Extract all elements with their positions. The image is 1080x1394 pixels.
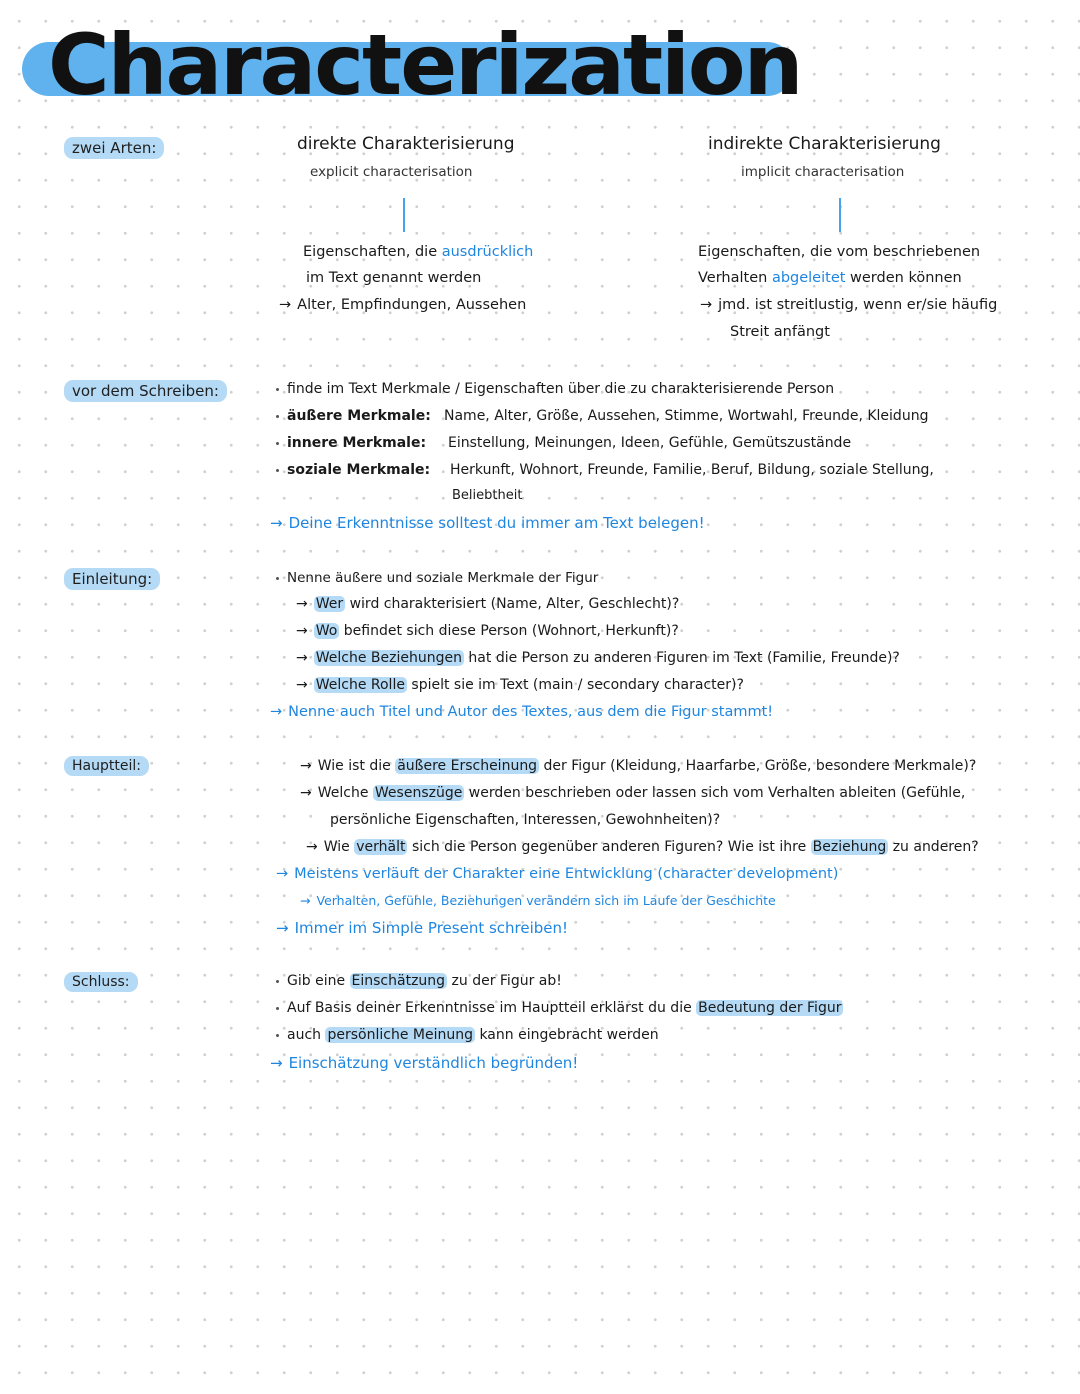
indirekt-sub: implicit characterisation — [741, 164, 905, 180]
schluss-l3 — [276, 1027, 659, 1043]
indirekt-line4: Streit anfängt — [730, 324, 830, 340]
label-schluss: Schluss: — [64, 972, 138, 992]
haupt-q1: → Wie ist die äußere Erscheinung der Figur (Kleidung, Haarfarbe, Größe, besondere Merkmale)? — [300, 758, 977, 774]
vor-intro-text: finde im Text Merkmale / Eigenschaften über die zu charakterisierende Person — [287, 381, 835, 397]
ein-q3-text: hat die Person zu anderen Figuren im Text (Familie, Freunde)? — [468, 650, 900, 666]
haupt-note1-sub: → Verhalten, Gefühle, Beziehungen verändern sich im Laufe der Geschichte — [300, 893, 776, 908]
ein-q4-highlight: Welche Rolle — [315, 677, 405, 693]
haupt-note2: → Immer im Simple Present schreiben! — [276, 919, 569, 937]
vor-soziale-label: soziale Merkmale: — [287, 462, 431, 478]
haupt-q2-a: Welche — [317, 785, 369, 801]
vor-aussere — [276, 408, 431, 424]
ein-intro — [276, 570, 598, 586]
direkt-line1-text: Eigenschaften, die — [303, 244, 438, 260]
haupt-q2-b: werden beschrieben oder lassen sich vom Verhalten ableiten (Gefühle, — [468, 785, 966, 801]
ein-q3-highlight: Welche Beziehungen — [315, 650, 462, 666]
haupt-q3-a: Wie — [323, 839, 350, 855]
vor-note: → Deine Erkenntnisse solltest du immer am Text belegen! — [270, 514, 705, 532]
haupt-note1: → Meistens verläuft der Charakter eine Entwicklung (character development) — [276, 866, 839, 882]
schluss-l3-a: auch — [287, 1027, 322, 1043]
schluss-l1-a: Gib eine — [287, 973, 346, 989]
indirekt-line3-text: jmd. ist streitlustig, wenn er/sie häufig — [718, 297, 998, 313]
schluss-l1-highlight: Einschätzung — [351, 973, 446, 989]
haupt-q3-highlight-2: Beziehung — [812, 839, 887, 855]
vor-intro — [276, 381, 834, 397]
vor-aussere-label: äußere Merkmale: — [287, 408, 431, 424]
indirekt-line2 — [698, 270, 962, 286]
ein-note-text: Nenne auch Titel und Autor des Textes, aus dem die Figur stammt! — [288, 704, 774, 720]
schluss-l2 — [276, 1000, 843, 1016]
ein-q1-highlight: Wer — [315, 596, 344, 612]
ein-q1: → Wer wird charakterisiert (Name, Alter, Geschlecht)? — [296, 596, 680, 612]
page-title: Characterization — [48, 16, 802, 114]
haupt-q3-c: zu anderen? — [892, 839, 979, 855]
label-zwei-arten: zwei Arten: — [64, 137, 164, 159]
vor-soziale-values-2: Beliebtheit — [452, 488, 523, 503]
haupt-note1-text: Meistens verläuft der Charakter eine Entwicklung (character development) — [294, 866, 839, 882]
schluss-note: → Einschätzung verständlich begründen! — [270, 1054, 579, 1072]
direkt-connector — [403, 198, 405, 232]
direkt-line1 — [303, 244, 533, 260]
ein-q3: → Welche Beziehungen hat die Person zu anderen Figuren im Text (Familie, Freunde)? — [296, 650, 900, 666]
ein-q4: → Welche Rolle spielt sie im Text (main / secondary character)? — [296, 677, 744, 693]
label-einleitung: Einleitung: — [64, 568, 160, 590]
direkt-sub: explicit characterisation — [310, 164, 473, 180]
indirekt-line2-highlight: abgeleitet — [771, 270, 846, 286]
vor-innere — [276, 435, 426, 451]
haupt-q1-a: Wie ist die — [317, 758, 391, 774]
schluss-l1 — [276, 973, 562, 989]
vor-soziale — [276, 462, 430, 478]
indirekt-line2-b: werden können — [850, 270, 962, 286]
haupt-q2-highlight: Wesenszüge — [374, 785, 463, 801]
haupt-note1-sub-text: Verhalten, Gefühle, Beziehungen verändern sich im Laufe der Geschichte — [316, 893, 776, 908]
direkt-line1-highlight: ausdrücklich — [441, 244, 534, 260]
schluss-l2-a: Auf Basis deiner Erkenntnisse im Hauptteil erklärst du die — [287, 1000, 692, 1016]
vor-innere-label: innere Merkmale: — [287, 435, 427, 451]
label-vor-dem-schreiben: vor dem Schreiben: — [64, 380, 227, 402]
vor-note-text: Deine Erkenntnisse solltest du immer am Text belegen! — [288, 514, 705, 532]
ein-q2-highlight: Wo — [315, 623, 338, 639]
label-hauptteil: Hauptteil: — [64, 756, 149, 776]
haupt-q2: → Welche Wesenszüge werden beschrieben oder lassen sich vom Verhalten ableiten (Gefühle, — [300, 785, 966, 801]
direkt-line2: im Text genannt werden — [306, 270, 482, 286]
haupt-q1-highlight: äußere Erscheinung — [397, 758, 538, 774]
indirekt-line1: Eigenschaften, die vom beschriebenen — [698, 244, 981, 260]
schluss-l1-b: zu der Figur ab! — [451, 973, 562, 989]
vor-soziale-values: Herkunft, Wohnort, Freunde, Familie, Beruf, Bildung, soziale Stellung, — [450, 462, 934, 478]
vor-aussere-values: Name, Alter, Größe, Aussehen, Stimme, Wortwahl, Freunde, Kleidung — [444, 408, 929, 424]
ein-q2: → Wo befindet sich diese Person (Wohnort, Herkunft)? — [296, 623, 679, 639]
schluss-note-text: Einschätzung verständlich begründen! — [288, 1054, 579, 1072]
indirekt-heading: indirekte Charakterisierung — [708, 134, 941, 154]
direkt-heading: direkte Charakterisierung — [297, 134, 515, 154]
title-block — [22, 16, 802, 114]
indirekt-line2-a: Verhalten — [698, 270, 768, 286]
haupt-q3-highlight: verhält — [356, 839, 406, 855]
indirekt-connector — [839, 198, 841, 232]
direkt-line3-text: Alter, Empfindungen, Aussehen — [297, 297, 527, 313]
ein-q1-text: wird charakterisiert (Name, Alter, Geschlecht)? — [349, 596, 680, 612]
schluss-l3-highlight: persönliche Meinung — [327, 1027, 473, 1043]
schluss-l2-highlight: Bedeutung der Figur — [698, 1000, 842, 1016]
direkt-line3: → Alter, Empfindungen, Aussehen — [279, 297, 527, 313]
ein-q2-text: befindet sich diese Person (Wohnort, Herkunft)? — [343, 623, 679, 639]
schluss-l3-b: kann eingebracht werden — [479, 1027, 659, 1043]
ein-intro-text: Nenne äußere und soziale Merkmale der Figur — [287, 570, 599, 586]
haupt-q3-b: sich die Person gegenüber anderen Figuren? Wie ist ihre — [411, 839, 807, 855]
indirekt-line3: → jmd. ist streitlustig, wenn er/sie häufig — [700, 297, 998, 313]
haupt-q1-b: der Figur (Kleidung, Haarfarbe, Größe, besondere Merkmale)? — [543, 758, 977, 774]
haupt-note2-text: Immer im Simple Present schreiben! — [294, 919, 569, 937]
ein-note: → Nenne auch Titel und Autor des Textes, aus dem die Figur stammt! — [270, 704, 774, 720]
haupt-q2-cont: persönliche Eigenschaften, Interessen, Gewohnheiten)? — [330, 812, 721, 828]
vor-innere-values: Einstellung, Meinungen, Ideen, Gefühle, Gemütszustände — [448, 435, 852, 451]
haupt-q3: → Wie verhält sich die Person gegenüber anderen Figuren? Wie ist ihre Beziehung zu anderen? — [306, 839, 979, 855]
ein-q4-text: spielt sie im Text (main / secondary character)? — [411, 677, 744, 693]
